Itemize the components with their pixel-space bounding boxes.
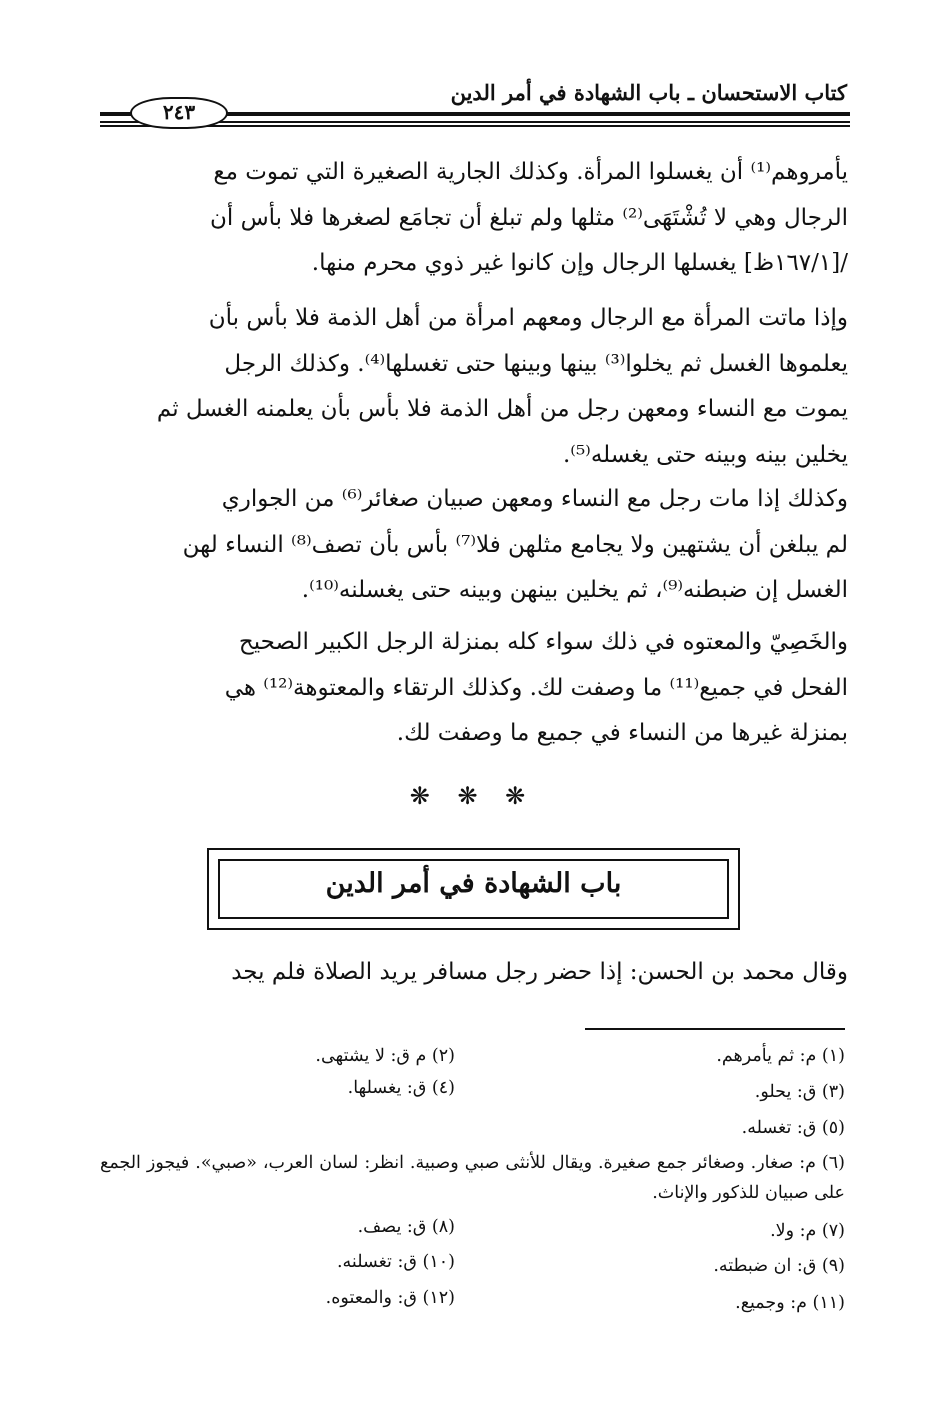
text-line: وقال محمد بن الحسن: إذا حضر رجل مسافر يريد الصلاة فلم يجد (231, 959, 848, 985)
text-line: الفحل في جميع⁽¹¹⁾ ما وصفت لك. وكذلك الرتقاء والمعتوهة⁽¹²⁾ هي (224, 674, 848, 701)
paragraph-3 (98, 477, 848, 614)
chapter-title: باب الشهادة في أمر الدين (325, 868, 622, 899)
footnote-7: (٧) م: ولا. (770, 1221, 845, 1241)
running-title: كتاب الاستحسان ـ باب الشهادة في أمر الدين (450, 80, 847, 105)
footnote-11: (١١) م: وجميع. (735, 1293, 845, 1313)
text-line: وإذا ماتت المرأة مع الرجال ومعهم امرأة من أهل الذمة فلا بأس بأن (208, 305, 848, 331)
footnote-2: (٢) م ق: لا يشتهى. (315, 1046, 455, 1066)
text-line: يخلين بينه وبينه حتى يغسله⁽⁵⁾. (562, 441, 848, 468)
paragraph-1 (98, 150, 848, 287)
footnote-6: (٦) م: صغار. وصغائر جمع صغيرة. ويقال للأنثى صبي وصبية. انظر: لسان العرب، «صبي». فيجوز الجمع على صبيان للذكور والإناث. (100, 1153, 845, 1203)
page-number: ٢٤٣ (130, 97, 228, 129)
text-line: لم يبلغن أن يشتهين ولا يجامع مثلهن فلا⁽⁷⁾ بأس بأن تصف⁽⁸⁾ النساء لهن (182, 531, 848, 558)
footnote-1: (١) م: ثم يأمرهم. (716, 1046, 845, 1066)
footnote-12: (١٢) ق: والمعتوه. (325, 1288, 455, 1308)
paragraph-4 (98, 620, 848, 757)
paragraph-2 (98, 296, 848, 478)
text-line: يعلموها الغسل ثم يخلوا⁽³⁾ بينها وبينها حتى تغسلها⁽⁴⁾. وكذلك الرجل (224, 350, 848, 377)
footnote-9: (٩) ق: ان ضبطته. (713, 1256, 845, 1276)
text-line: /[١٦٧/١ظ] يغسلها الرجال وإن كانوا غير ذوي محرم منها. (311, 250, 848, 276)
footnote-3: (٣) ق: يحلو. (754, 1082, 845, 1102)
footnote-5: (٥) ق: تغسله. (741, 1118, 845, 1138)
footnote-10: (١٠) ق: تغسلنه. (336, 1252, 455, 1272)
text-line: وكذلك إذا مات رجل مع النساء ومعهن صبيان صغائر⁽⁶⁾ من الجواري (221, 486, 848, 512)
footnote-rule (585, 1028, 845, 1030)
text-line: بمنزلة غيرها من النساء في جميع ما وصفت لك. (396, 720, 848, 746)
chapter-heading-frame (207, 848, 740, 930)
text-line: والخَصِيّ والمعتوه في ذلك سواء كله بمنزلة الرجل الكبير الصحيح (238, 629, 848, 655)
section-separator-stars: ❋ ❋ ❋ (409, 782, 536, 810)
text-line: يموت مع النساء ومعهن رجل من أهل الذمة فلا بأس بأن يعلمنه الغسل ثم (156, 396, 848, 422)
footnote-4: (٤) ق: يغسلها. (347, 1078, 455, 1098)
text-line: الرجال وهي لا تُشْتَهَى⁽²⁾ مثلها ولم تبلغ أن تجامَع لصغرها فلا بأس أن (209, 204, 848, 231)
footnote-8: (٨) ق: يصف. (357, 1217, 455, 1237)
text-line: الغسل إن ضبطنه⁽⁹⁾، ثم يخلين بينهن وبينه حتى يغسلنه⁽¹⁰⁾. (301, 577, 848, 603)
paragraph-5 (98, 950, 848, 996)
text-line: يأمروهم⁽¹⁾ أن يغسلوا المرأة. وكذلك الجارية الصغيرة التي تموت مع (213, 159, 848, 185)
